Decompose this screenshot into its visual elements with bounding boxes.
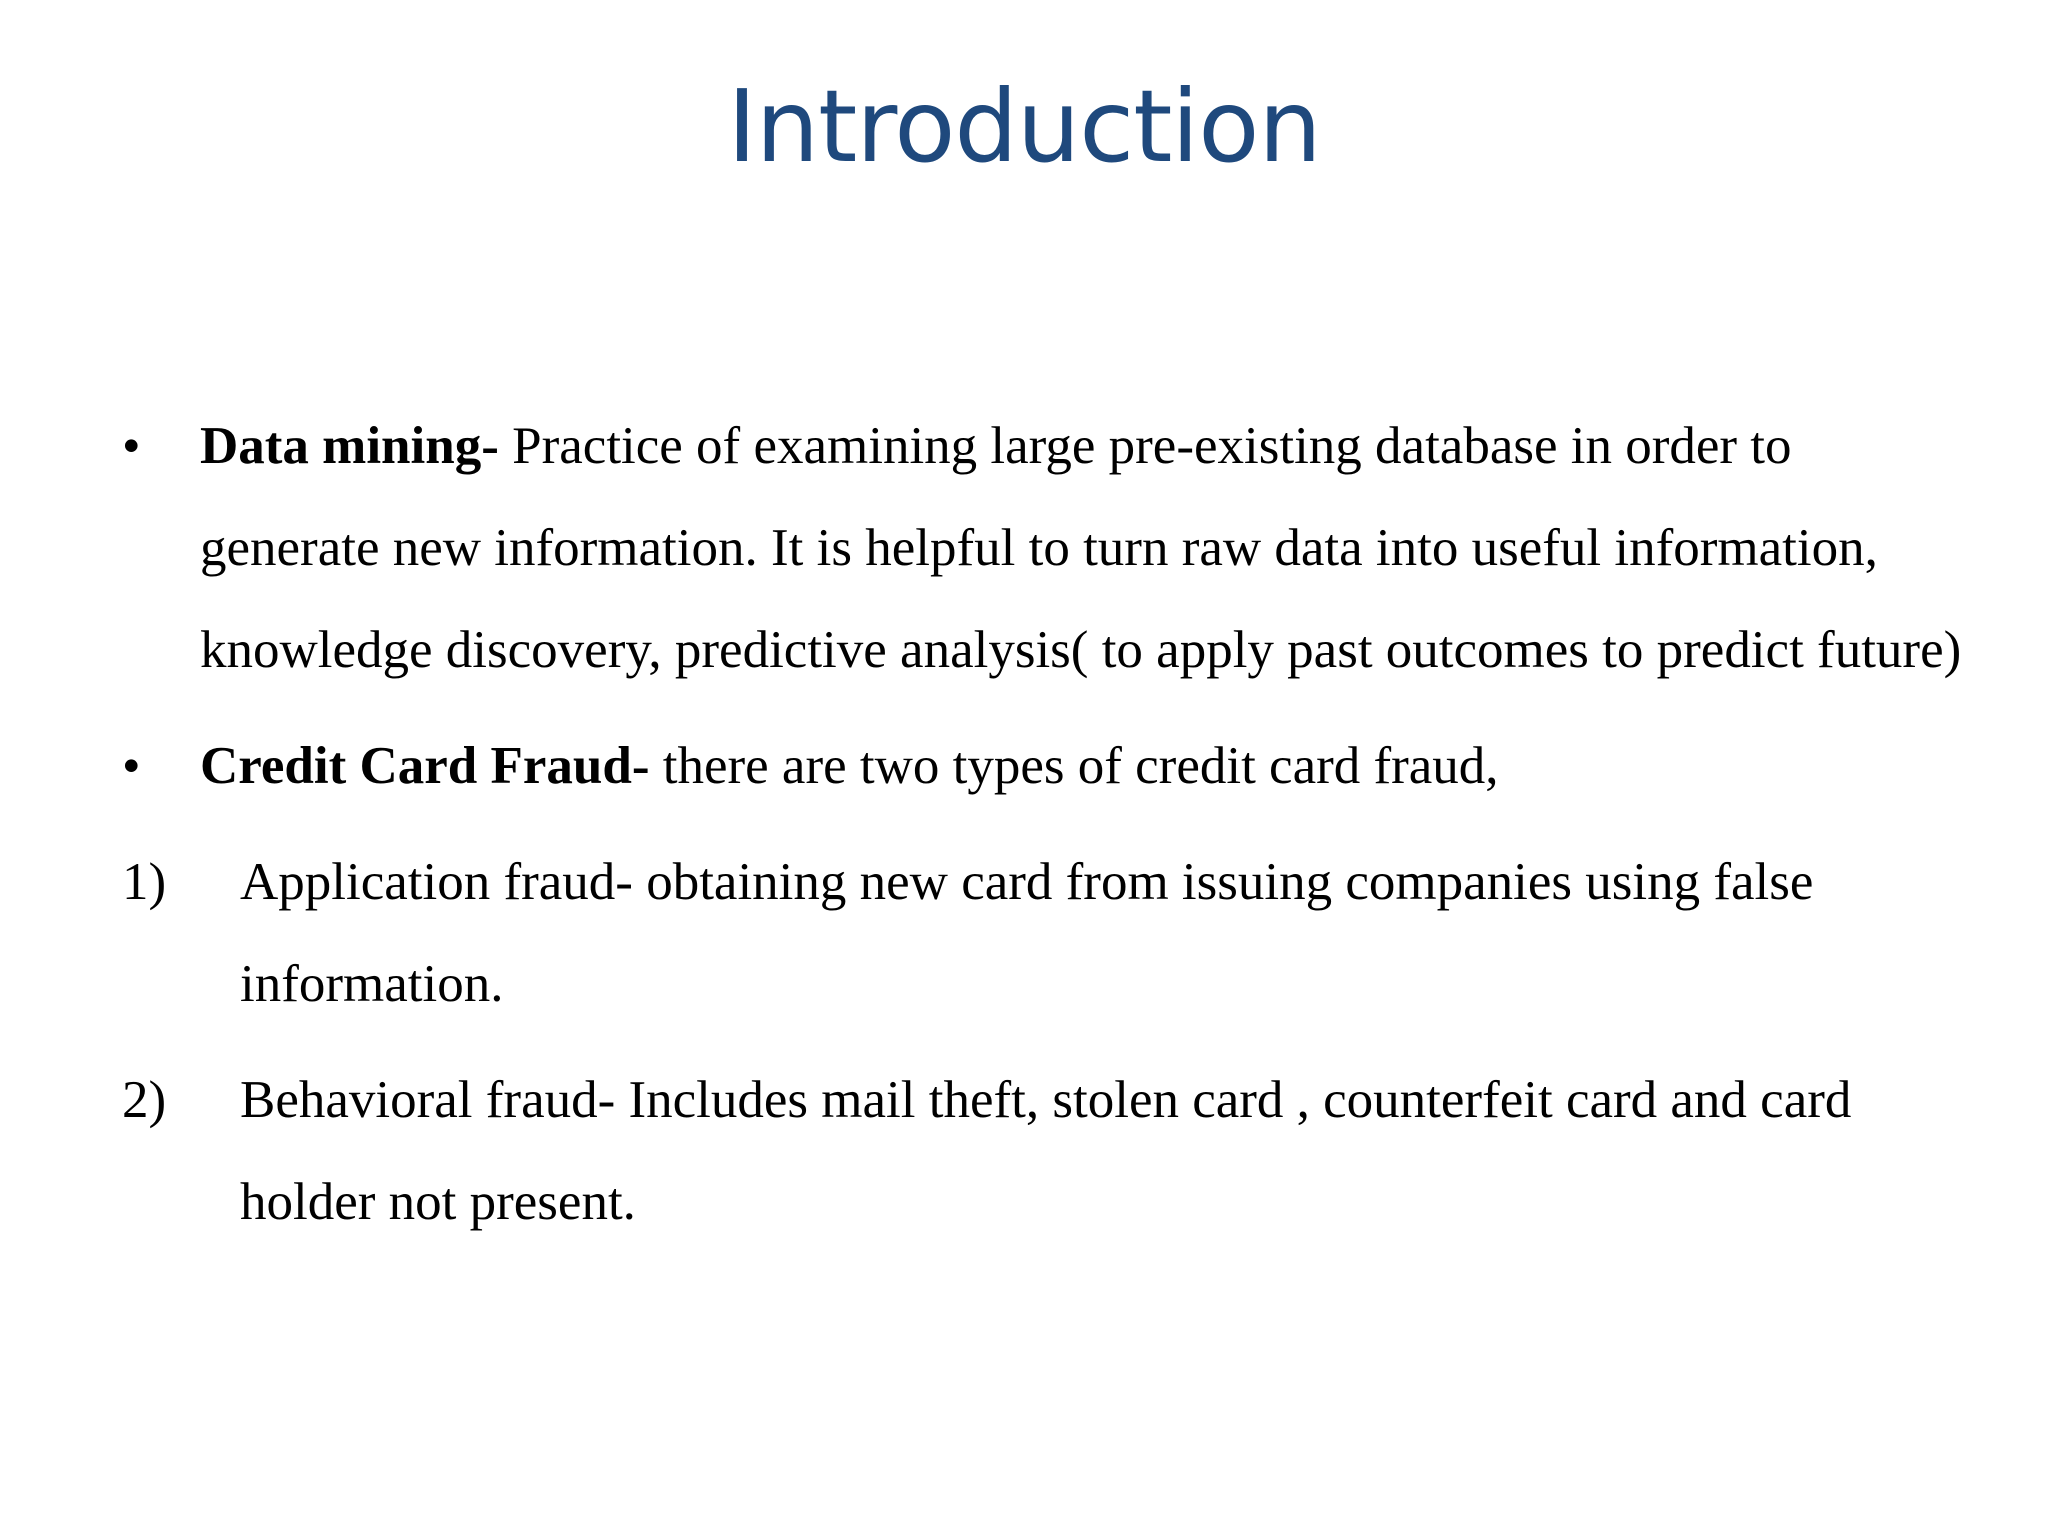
- number-marker: 1): [122, 853, 167, 911]
- bullet-text: there are two types of credit card fraud,: [649, 737, 1499, 795]
- bullet-marker: •: [122, 737, 141, 795]
- slide-title: Introduction: [727, 68, 1321, 185]
- bullet-item-credit-card-fraud: [122, 715, 1972, 817]
- numbered-text: Behavioral fraud- Includes mail theft, stolen card , counterfeit card and card holder not present.: [240, 1071, 1852, 1231]
- numbered-item-behavioral-fraud: [122, 1049, 1972, 1253]
- numbered-item-application-fraud: [122, 831, 1972, 1035]
- number-marker: 2): [122, 1071, 167, 1129]
- bullet-text: Practice of examining large pre-existing database in order to generate new information. It is helpful to turn raw data into useful information, knowledge discovery, predictive analysis( to apply past outcomes to predict future): [200, 417, 1962, 679]
- bullet-marker: •: [122, 417, 141, 475]
- slide-body: [122, 395, 1972, 1267]
- bullet-term: Data mining-: [200, 417, 499, 475]
- numbered-text: Application fraud- obtaining new card from issuing companies using false information.: [240, 853, 1814, 1013]
- bullet-item-data-mining: [122, 395, 1972, 701]
- bullet-term: Credit Card Fraud-: [200, 737, 650, 795]
